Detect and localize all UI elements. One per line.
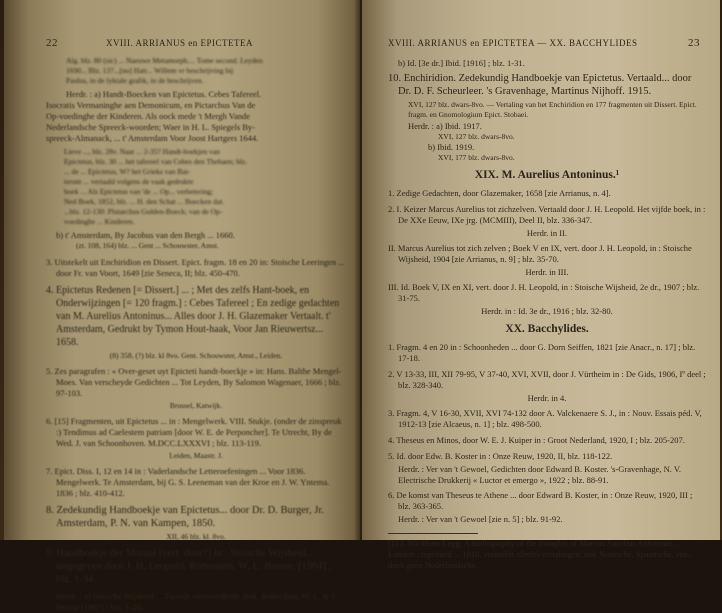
line: ... de ... Epictetus, W? het Grieks van Bat- (64, 167, 191, 176)
right-page (362, 0, 720, 570)
top-line: b) Id. [3e dr.] Ibid. [1916] ; blz. 1-31. (398, 58, 525, 68)
footnote-rule (388, 533, 478, 534)
entry-10: 10. Enchiridion. Zedekundig Handboekje van Epictetus. Vertaald... door Dr. D. F. Scheurleer. 's Gravenhage, Martinus Nijhoff. 1915. (388, 73, 692, 97)
footnote: (1) J. Wickham Legg, A bibliography of the thoughts of Marcus Aurelius Antoninus... London : reprinted ... 1910, vermeldt allerlei vertalingen, ook Noorsche, Spaansche, enz., doch geen Nederlandsche. (388, 538, 693, 570)
s20-entry-2-herdr: Herdr. in 4. (527, 393, 567, 403)
line: voedinghe ... Kinderen. (64, 217, 135, 226)
left-top-block (46, 56, 346, 86)
line: Nederlandsche Spreeck-woorden; Waer in H. L. Spiegels By- (46, 122, 255, 132)
entry-6: 6. [15] Fragmenten, uit Epictetus ... in : Mengelwerk. VIII. Stukje. (onder de zinspreuk :) Tendimus ad Caelestem patriam [door W. E. de Perponcher]. Te Utrecht, By de Wed. J. van Schoonhoven. M.DCC.LXXXVI ; blz. 113-119. (46, 416, 342, 448)
s20-entry-4: 4. Theseus en Minos, door W. E. J. Kuiper in : Groot Nederland, 1920, I ; blz. 205-207. (388, 435, 685, 445)
s20-entry-3: 3. Fragm. 4, V 16-30, XVII, XVI 74-132 door A. Valckenaere S. J., in : Nouv. Essais péd. V, 1912-13 [zie Alcaeus, n. 1] ; blz. 498-500. (388, 408, 702, 429)
line: Lieve ..., blz. 28v. Naar ... 2-35? Handt-boekjen van (64, 147, 220, 156)
right-page-number: 23 (688, 37, 700, 49)
line: Alg. blz. 80 (sic) ... Naeuwe Metamorph.... Tome second. Leyden (66, 56, 263, 65)
section-heading-xix: XIX. M. Aurelius Antoninus.¹ (474, 169, 620, 181)
s19-entry-2b: II. Marcus Aurelius tot zich zelven ; Boek V en IX, vert. door J. H. Leopold, in : Stoische Wijsheid, 1904 [zie Arrianus, n. 9] ; blz. 35-70. (388, 243, 692, 264)
entry-10-b-sub: XVI, 177 blz. dwars-8vo. (438, 153, 515, 162)
entry-5: 5. Zes paragrafen : « Over-geset uyt Epicteti handt-boeckje » in: Hans. Balthe Mengel-Moes. Van verscheyde Gedichten ... Tot Leyden, By Salomon Wagenaer, 1666 ; blz. 97-103. (46, 366, 342, 398)
entry-8-sub: XII, 46 blz. kl. 8vo. (166, 532, 226, 541)
open-book (4, 0, 720, 612)
line: Paulus, in de lyktale grafik, in de beschrijven. (66, 76, 204, 85)
line: boek ... Als Epictetus van 'de ... Op... verbetering; (64, 187, 214, 196)
entry-10-herdr-sub: XVI, 127 blz. dwars-8vo. (438, 132, 515, 141)
s19-entry-1: 1. Zedige Gedachten, door Glazemaker, 1658 [zie Arrianus, n. 4]. (388, 188, 611, 198)
entry-4: 4. Epictetus Redenen [= Dissert.] ... ; Met des zelfs Hant-boek, en Onderwijzingen [= 120 fragm.] : Cebes Tafereel ; En zedige gedachten van M. Aurelius Antoninus... Alles door J. H. Glazemaker Vertaalt. t' Amsterdam, Gedrukt by Tymon Hout-haak, Voor Jan Rieuwertsz... 1658. (46, 285, 340, 348)
herdr-block (46, 89, 346, 144)
entry-9-herdr: Herdr. : a) Stoische Wijsheid ... Tweede vermeerderde druk. Rotterdam, W. L. & J. Brusse [1907] ; blz. 1-29. (56, 591, 337, 612)
herdr-line: Herdr. : a) Handt-Boecken van Epictetus. Cebes Tafereel. (66, 89, 262, 99)
left-running-title: XVIII. ARRIANUS en EPICTETEA (106, 38, 253, 48)
left-page (4, 0, 360, 612)
s19-entry-2: 2. I. Keizer Marcus Aurelius tot zichzelven. Vertaald door J. H. Leopold. Het vijfde boek, in : De XXe Eeuw, IXe jrg. (MCMIII), Deel II, blz. 336-347. (388, 204, 706, 225)
entry-7: 7. Epict. Diss. I, 12 en 14 in : Vaderlandsche Letteroefeningen ... Voor 1836. Mengelwerk. Te Amsterdam, bij G. S. Leeneman van der Kroe en J. W. Yntema. 1836 ; blz. 410-412. (46, 466, 330, 498)
entry-8: 8. Zedekundig Handboekje van Epictetus... door Dr. D. Burger, Jr. Amsterdam, P. N. van Kampen, 1850. (46, 505, 324, 529)
line: ...blz. 12-130: Plutarchus Gulden-Boeck; van de Op- (64, 207, 223, 216)
entry-10-sub: XVI, 127 blz. dwars-8vo. — Vertaling van het Enchiridion en 177 fragmenten uit Dissert. Epict. fragm. en Gnomologium Epict. Stobaei. (408, 100, 697, 119)
s20-entry-5: 5. Id. door Edw. B. Koster in : Onze Reuw, 1920, II, blz. 118-122. (388, 451, 613, 461)
item-b-sub: (zt. 108, 164) blz. ... Gent ... Schouwster, Amst. (76, 241, 219, 250)
left-page-body (46, 56, 346, 613)
right-running-title: XVIII. ARRIANUS en EPICTETEA — XX. BACCHYLIDES (388, 38, 638, 48)
section-heading-xx: XX. Bacchylides. (505, 323, 589, 335)
s19-entry-2b-herdr: Herdr. in III. (525, 267, 569, 277)
line: Ned Boek, 1852, blz. ... H. den Schat ... Boecken dat. (64, 197, 225, 206)
item-b: b) t' Amsterdam, By Jacobus van den Bergh ... 1660. (56, 230, 235, 240)
s20-entry-6-herdr: Herdr. : Ver van 't Gewoel [zie n. 5] ; blz. 91-92. (398, 514, 563, 524)
entry-4-sub: (8) 358, (?) blz. kl 8vo. Gent. Schouwster, Amst., Leiden. (109, 351, 283, 360)
line: 1690... Blz. 137...[nu] Hatt... Willem vr beschrijving bij (66, 66, 234, 75)
s19-entry-3: III. Id. Boek V, IX en XI, vert. door J. H. Leopold, in : Stoische Wijsheid, 2e dr., 1907 ; blz. 31-75. (388, 282, 700, 303)
line: terum ... vertaald volgens de vaak gedrukte (64, 177, 194, 186)
s19-entry-3-herdr: Herdr. in : Id. 3e dr., 1916 ; blz. 32-80. (481, 306, 613, 316)
left-page-number: 22 (46, 37, 58, 49)
s20-entry-5-herdr: Herdr. : Ver van 't Gewoel, Gedichten door Edward B. Koster. 's-Gravenhage, N. V. Electrische Drukkerij « Luctor et emergo », 1922 ; blz. 88-91. (398, 464, 682, 485)
s20-entry-6: 6. De komst van Theseus te Athene ... door Edward B. Koster, in : Onze Reuw, 1920, III ; blz. 363-365. (388, 490, 693, 511)
entry-10-b: b) Ibid. 1919. (428, 142, 475, 152)
entry-9: 9. Handboekje der Moraal [vert. door?] in : Stoische Wijsheid... uitgegeven door J. H. Leopold. Rotterdam, W. L. Brusse, [1904] ; blz. 1-34. (46, 548, 332, 585)
line: Isocratis Vermaninghe aen Demonicum, en Pictarchus Van de (46, 100, 256, 110)
right-page-body (388, 58, 706, 571)
mid-block (46, 147, 346, 227)
entry-5-sub: Brussel, Katwijk. (169, 401, 223, 410)
line: Op-voedinghe der Kinderen. Als oock mede 't Mergh Vande (46, 111, 250, 121)
line: Epictetus, blz. 30 ... het tafereel van Cebes den Thebaen; blz. (64, 157, 248, 166)
s20-entry-2: 2. V 13-33, III, XII 79-95, V 37-40, XVI, XVII, door J. Vürtheim in : De Gids, 1906, Iº deel ; blz. 328-340. (388, 369, 706, 390)
s19-entry-2-herdr: Herdr. in II. (526, 228, 568, 238)
s20-entry-1: 1. Fragm. 4 en 20 in : Schoonheden ... door G. Dorn Seiffen, 1821 [zie Anacr., n. 17] ; blz. 17-18. (388, 342, 696, 363)
line: spreeck-Almanack, ... t' Amsterdam Voor Joost Hartgers 1644. (46, 133, 259, 143)
entry-10-herdr: Herdr. : a) Ibid. 1917. (408, 121, 482, 131)
entry-6-sub: Leiden, Maastr. J. (169, 451, 223, 460)
entry-3: 3. Uitstekelt uit Enchiridion en Dissert. Epict. fragm. 18 en 20 in: Stoische Leeringen ... door Fr. van Voort, 1649 [zie Seneca, II; blz. 450-470. (46, 257, 345, 278)
